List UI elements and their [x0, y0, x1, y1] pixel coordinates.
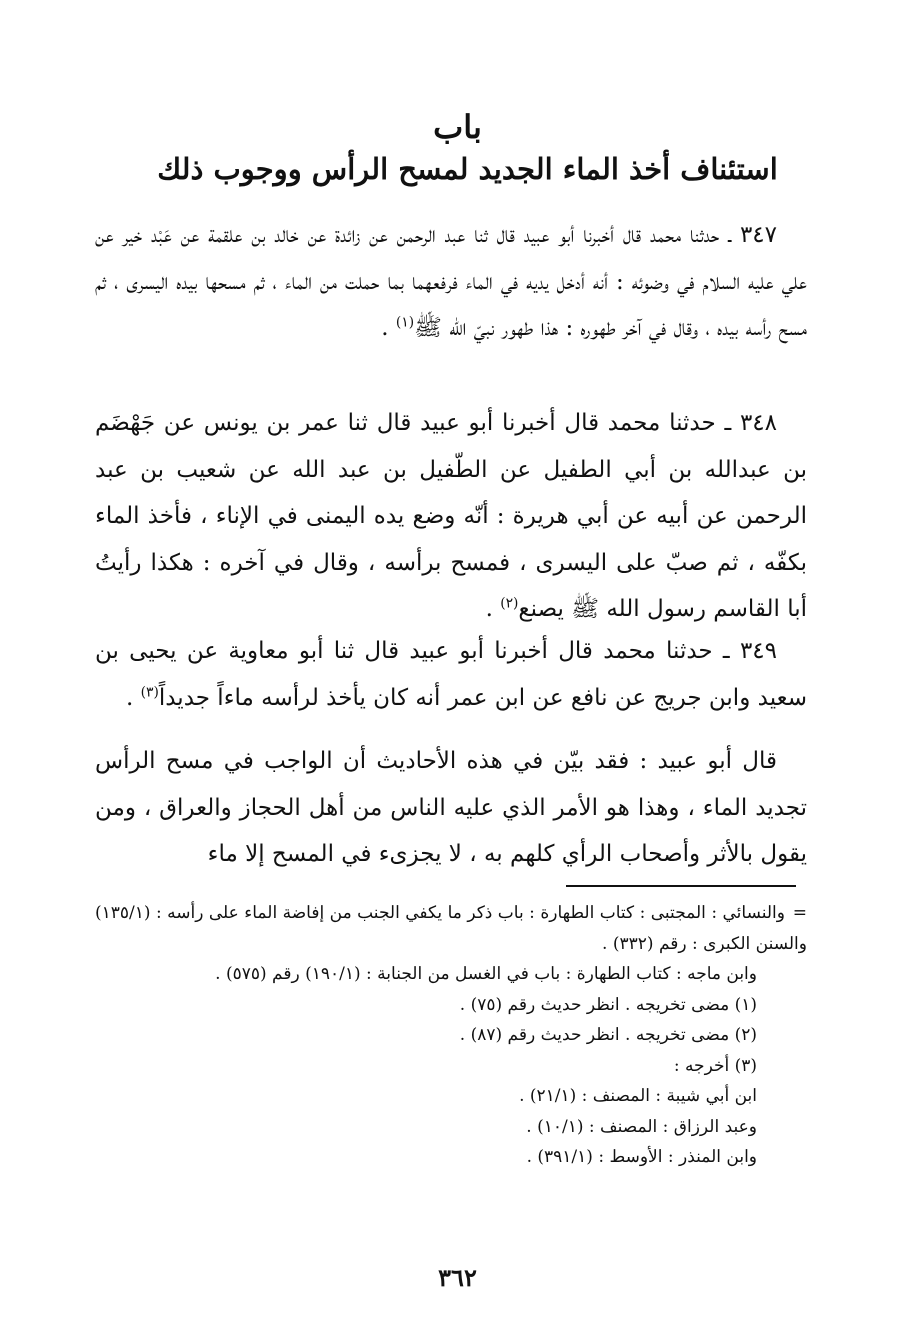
hadith-348-end: . [485, 596, 501, 622]
footnote-3: (٣) أخرجه : [673, 1055, 757, 1076]
abu-ubayd-commentary [95, 738, 807, 878]
footnote-2: (٢) مضى تخريجه . انظر حديث رقم (٨٧) . [459, 1025, 757, 1045]
hadith-349-text: ٣٤٩ ـ حدثنا محمد قال أخبرنا أبو عبيد قال ثنا أبو معاوية عن يحيى بن سعيد وابن جريج عن نافع عن ابن عمر أنه كان يأخذ لرأسه ماءاً جديداً [95, 638, 807, 711]
hadith-348-text: ٣٤٨ ـ حدثنا محمد قال أخبرنا أبو عبيد قال ثنا عمر بن يونس عن جَهْضَم بن عبدالله بن أبي الطفيل عن الطّفيل بن عبد الله عن شعيب بن عبد الرحمن عن أبيه عن أبي هريرة : أنّه وضع يده اليمنى في الإناء ، فأخذ الماء بكفّه ، ثم صبّ على اليسرى ، فمسح برأسه ، وقال في آخره : هكذا رأيتُ أبا القاسم رسول الله ﷺ يصنع [95, 410, 807, 622]
footnote-ibn-majah: وابن ماجه : كتاب الطهارة : باب في الغسل من الجنابة : (١٩٠/١) رقم (٥٧٥) . [215, 964, 757, 984]
chapter-heading: باب [433, 108, 482, 146]
hadith-347-text: ٣٤٧ ـ حدثنا محمد قال أخبرنا أبو عبيد قال ثنا عبد الرحمن عن زائدة عن خالد بن علقمة عن عَبْد خير عن علي عليه السلام في وضوئه : أنه أدخل يديه في الماء فرفعهما بما حملت من الماء ، ثم مسحها بيده اليسرى ، ثم مسح رأسه بيده ، وقال في آخر طهوره : هذا طهور نبيّ الله ﷺ [95, 222, 807, 341]
hadith-347-paragraph [95, 212, 807, 352]
footnote-separator [566, 885, 796, 887]
footnote-source-ibn-abi-shayba: ابن أبي شيبة : المصنف : (٢١/١) . [519, 1086, 757, 1106]
footnotes [95, 898, 807, 1173]
page-number: ٣٦٢ [438, 1263, 477, 1292]
hadith-349-end: . [126, 684, 141, 711]
footnote-continuation [95, 898, 807, 959]
continuation-mark: = [792, 903, 807, 923]
chapter-title: استئناف أخذ الماء الجديد لمسح الرأس ووجوب ذلك [157, 152, 778, 186]
hadith-348 [95, 400, 807, 633]
footnote-continuation-text: والنسائي : المجتبى : كتاب الطهارة : باب ذكر ما يكفي الجنب من إفاضة الماء على رأسه : (١٣٥/١) والسنن الكبرى : رقم (٣٣٢) . [95, 903, 807, 954]
footnote-ref-1: (١) [395, 314, 415, 331]
footnote-1: (١) مضى تخريجه . انظر حديث رقم (٧٥) . [459, 994, 757, 1015]
hadith-347 [95, 212, 807, 352]
abu-ubayd-text: قال أبو عبيد : فقد بيّن في هذه الأحاديث أن الواجب في مسح الرأس تجديد الماء ، وهذا هو الأمر الذي عليه الناس من أهل الحجاز والعراق ، ومن يقول بالأثر وأصحاب الرأي كلهم به ، لا يجزىء في المسح إلا ماء [95, 748, 807, 867]
hadith-347-end: . [381, 315, 396, 341]
footnote-ref-2: (٢) [500, 595, 519, 612]
hadith-349-paragraph [95, 628, 807, 721]
footnote-source-ibn-al-mundhir: وابن المنذر : الأوسط : (٣٩١/١) . [526, 1147, 757, 1167]
hadith-349 [95, 628, 807, 721]
footnote-ref-3: (٣) [140, 683, 159, 700]
footnote-source-abd-al-razzaq: وعبد الرزاق : المصنف : (١٠/١) . [526, 1116, 757, 1137]
hadith-348-paragraph [95, 400, 807, 633]
